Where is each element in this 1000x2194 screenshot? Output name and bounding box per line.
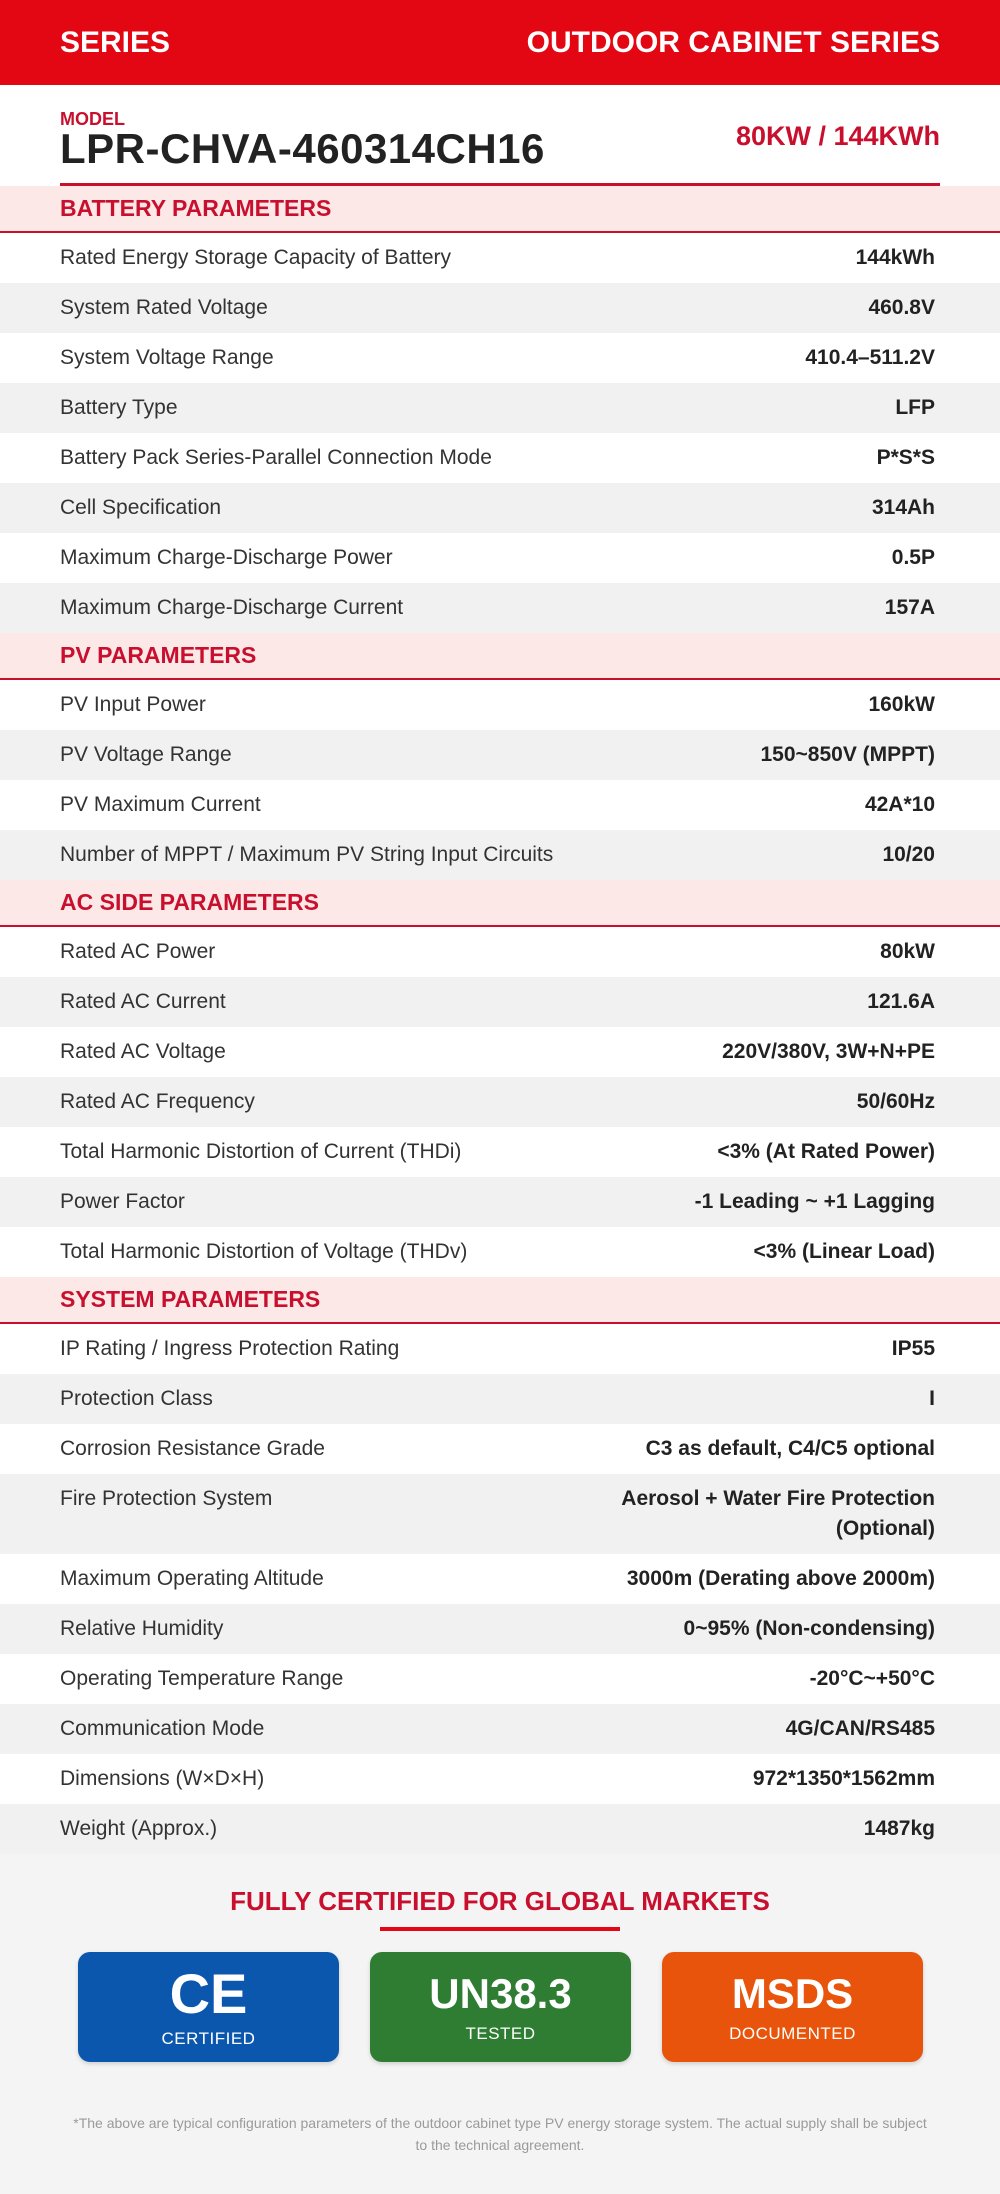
param-label: Rated Energy Storage Capacity of Battery bbox=[60, 246, 452, 269]
table-row bbox=[0, 1227, 1000, 1277]
table-row bbox=[0, 533, 1000, 583]
table-row bbox=[0, 1704, 1000, 1754]
param-value: C3 as default, C4/C5 optional bbox=[645, 1437, 935, 1460]
param-label: Dimensions (W×D×H) bbox=[60, 1767, 265, 1790]
model-name: LPR-CHVA-460314CH16 bbox=[60, 125, 545, 172]
battery-parameters-section bbox=[0, 186, 1000, 633]
table-row bbox=[0, 1474, 1000, 1554]
title-underline bbox=[380, 1927, 620, 1931]
ac-side-parameters-section bbox=[0, 880, 1000, 1277]
param-value: 42A*10 bbox=[864, 793, 935, 816]
msds-badge bbox=[662, 1952, 923, 2062]
param-label: Maximum Charge-Discharge Power bbox=[60, 546, 393, 569]
param-value: IP55 bbox=[891, 1337, 935, 1360]
param-value: -1 Leading ~ +1 Lagging bbox=[694, 1190, 935, 1213]
param-label: Battery Pack Series-Parallel Connection Mode bbox=[60, 446, 492, 469]
table-row bbox=[0, 333, 1000, 383]
section-heading: PV PARAMETERS bbox=[0, 633, 1000, 680]
model-label: MODEL bbox=[60, 109, 125, 129]
param-label: Maximum Charge-Discharge Current bbox=[60, 596, 404, 619]
param-value: 410.4–511.2V bbox=[805, 346, 935, 369]
param-value: 150~850V (MPPT) bbox=[760, 743, 935, 766]
param-label: Fire Protection System bbox=[60, 1487, 273, 1510]
badge-subtitle: CERTIFIED bbox=[161, 2029, 256, 2048]
certifications-panel bbox=[0, 1854, 1000, 2108]
model-power-rating: 80KW / 144KWh bbox=[735, 121, 940, 151]
param-label: Protection Class bbox=[60, 1387, 213, 1410]
param-label: PV Voltage Range bbox=[60, 743, 232, 766]
param-value: Aerosol + Water Fire Protection (Optional) bbox=[621, 1487, 935, 1540]
param-value: 50/60Hz bbox=[856, 1090, 935, 1113]
footnote: *The above are typical configuration parameters of the outdoor cabinet type PV energy storage system. The actual supply shall be subject to the technical agreement. bbox=[0, 2108, 1000, 2194]
param-value: 314Ah bbox=[871, 496, 935, 519]
param-value: <3% (At Rated Power) bbox=[717, 1140, 935, 1163]
param-label: Rated AC Power bbox=[60, 940, 216, 963]
table-row bbox=[0, 233, 1000, 283]
pv-parameters-section bbox=[0, 633, 1000, 880]
table-row bbox=[0, 283, 1000, 333]
section-heading: BATTERY PARAMETERS bbox=[0, 186, 1000, 233]
param-label: Corrosion Resistance Grade bbox=[60, 1437, 325, 1460]
param-value: 144kWh bbox=[855, 246, 935, 269]
table-row bbox=[0, 730, 1000, 780]
param-value: 460.8V bbox=[868, 296, 935, 319]
table-row bbox=[0, 1604, 1000, 1654]
param-label: PV Input Power bbox=[60, 693, 206, 716]
table-row bbox=[0, 1804, 1000, 1854]
table-row bbox=[0, 1424, 1000, 1474]
table-row bbox=[0, 927, 1000, 977]
system-parameters-table bbox=[0, 1324, 1000, 1854]
param-label: Operating Temperature Range bbox=[60, 1667, 344, 1690]
param-value: I bbox=[929, 1387, 935, 1410]
param-label: Rated AC Frequency bbox=[60, 1090, 255, 1113]
pv-parameters-table bbox=[0, 680, 1000, 880]
param-value: 0.5P bbox=[891, 546, 935, 569]
param-label: Power Factor bbox=[60, 1190, 185, 1213]
param-value: 121.6A bbox=[867, 990, 935, 1013]
param-label: Battery Type bbox=[60, 396, 178, 419]
table-row bbox=[0, 1374, 1000, 1424]
param-value: P*S*S bbox=[876, 446, 935, 469]
param-label: System Rated Voltage bbox=[60, 296, 268, 319]
param-value: 157A bbox=[884, 596, 935, 619]
table-row bbox=[0, 1027, 1000, 1077]
header-series-title: OUTDOOR CABINET SERIES bbox=[526, 25, 940, 59]
ac-side-parameters-table bbox=[0, 927, 1000, 1277]
table-row bbox=[0, 1654, 1000, 1704]
param-label: Maximum Operating Altitude bbox=[60, 1567, 324, 1590]
param-label: Weight (Approx.) bbox=[60, 1817, 218, 1840]
param-value: 220V/380V, 3W+N+PE bbox=[722, 1040, 935, 1063]
param-label: Cell Specification bbox=[60, 496, 222, 519]
header-bar bbox=[0, 0, 1000, 85]
param-value: -20°C~+50°C bbox=[809, 1667, 935, 1690]
param-value: 160kW bbox=[868, 693, 935, 716]
badge-title: UN38.3 bbox=[429, 1970, 572, 2017]
param-value: 80kW bbox=[880, 940, 935, 963]
section-heading: AC SIDE PARAMETERS bbox=[0, 880, 1000, 927]
param-value: 972*1350*1562mm bbox=[752, 1767, 935, 1790]
param-value: 1487kg bbox=[863, 1817, 935, 1840]
ce-badge bbox=[78, 1952, 339, 2062]
param-value: LFP bbox=[895, 396, 935, 419]
battery-parameters-table bbox=[0, 233, 1000, 633]
param-label: Total Harmonic Distortion of Voltage (THDv) bbox=[60, 1240, 468, 1263]
table-row bbox=[0, 1177, 1000, 1227]
param-label: IP Rating / Ingress Protection Rating bbox=[60, 1337, 400, 1360]
param-label: Relative Humidity bbox=[60, 1617, 224, 1640]
table-row bbox=[0, 977, 1000, 1027]
badge-title: MSDS bbox=[731, 1970, 854, 2017]
table-row bbox=[0, 1127, 1000, 1177]
badge-title: CE bbox=[169, 1962, 248, 2025]
certifications-title: FULLY CERTIFIED FOR GLOBAL MARKETS bbox=[230, 1886, 770, 1916]
param-value: 0~95% (Non-condensing) bbox=[683, 1617, 935, 1640]
param-label: Number of MPPT / Maximum PV String Input Circuits bbox=[60, 843, 554, 866]
param-label: System Voltage Range bbox=[60, 346, 274, 369]
badge-subtitle: TESTED bbox=[465, 2024, 536, 2043]
param-label: Rated AC Voltage bbox=[60, 1040, 226, 1063]
param-value: <3% (Linear Load) bbox=[753, 1240, 935, 1263]
table-row bbox=[0, 780, 1000, 830]
table-row bbox=[0, 680, 1000, 730]
param-label: PV Maximum Current bbox=[60, 793, 261, 816]
certification-badges bbox=[78, 1952, 923, 2062]
table-row bbox=[0, 830, 1000, 880]
table-row bbox=[0, 383, 1000, 433]
param-value: 4G/CAN/RS485 bbox=[785, 1717, 935, 1740]
badge-subtitle: DOCUMENTED bbox=[729, 2024, 856, 2043]
table-row bbox=[0, 583, 1000, 633]
table-row bbox=[0, 433, 1000, 483]
table-row bbox=[0, 1324, 1000, 1374]
param-label: Total Harmonic Distortion of Current (THDi) bbox=[60, 1140, 462, 1163]
table-row bbox=[0, 483, 1000, 533]
system-parameters-section bbox=[0, 1277, 1000, 1854]
param-value: 3000m (Derating above 2000m) bbox=[626, 1567, 935, 1590]
param-label: Communication Mode bbox=[60, 1717, 265, 1740]
un38-3-badge bbox=[370, 1952, 631, 2062]
model-block bbox=[60, 85, 940, 186]
param-value: 10/20 bbox=[882, 843, 935, 866]
table-row bbox=[0, 1554, 1000, 1604]
header-series-label: SERIES bbox=[60, 25, 171, 59]
table-row bbox=[0, 1077, 1000, 1127]
section-heading: SYSTEM PARAMETERS bbox=[0, 1277, 1000, 1324]
param-label: Rated AC Current bbox=[60, 990, 226, 1013]
table-row bbox=[0, 1754, 1000, 1804]
